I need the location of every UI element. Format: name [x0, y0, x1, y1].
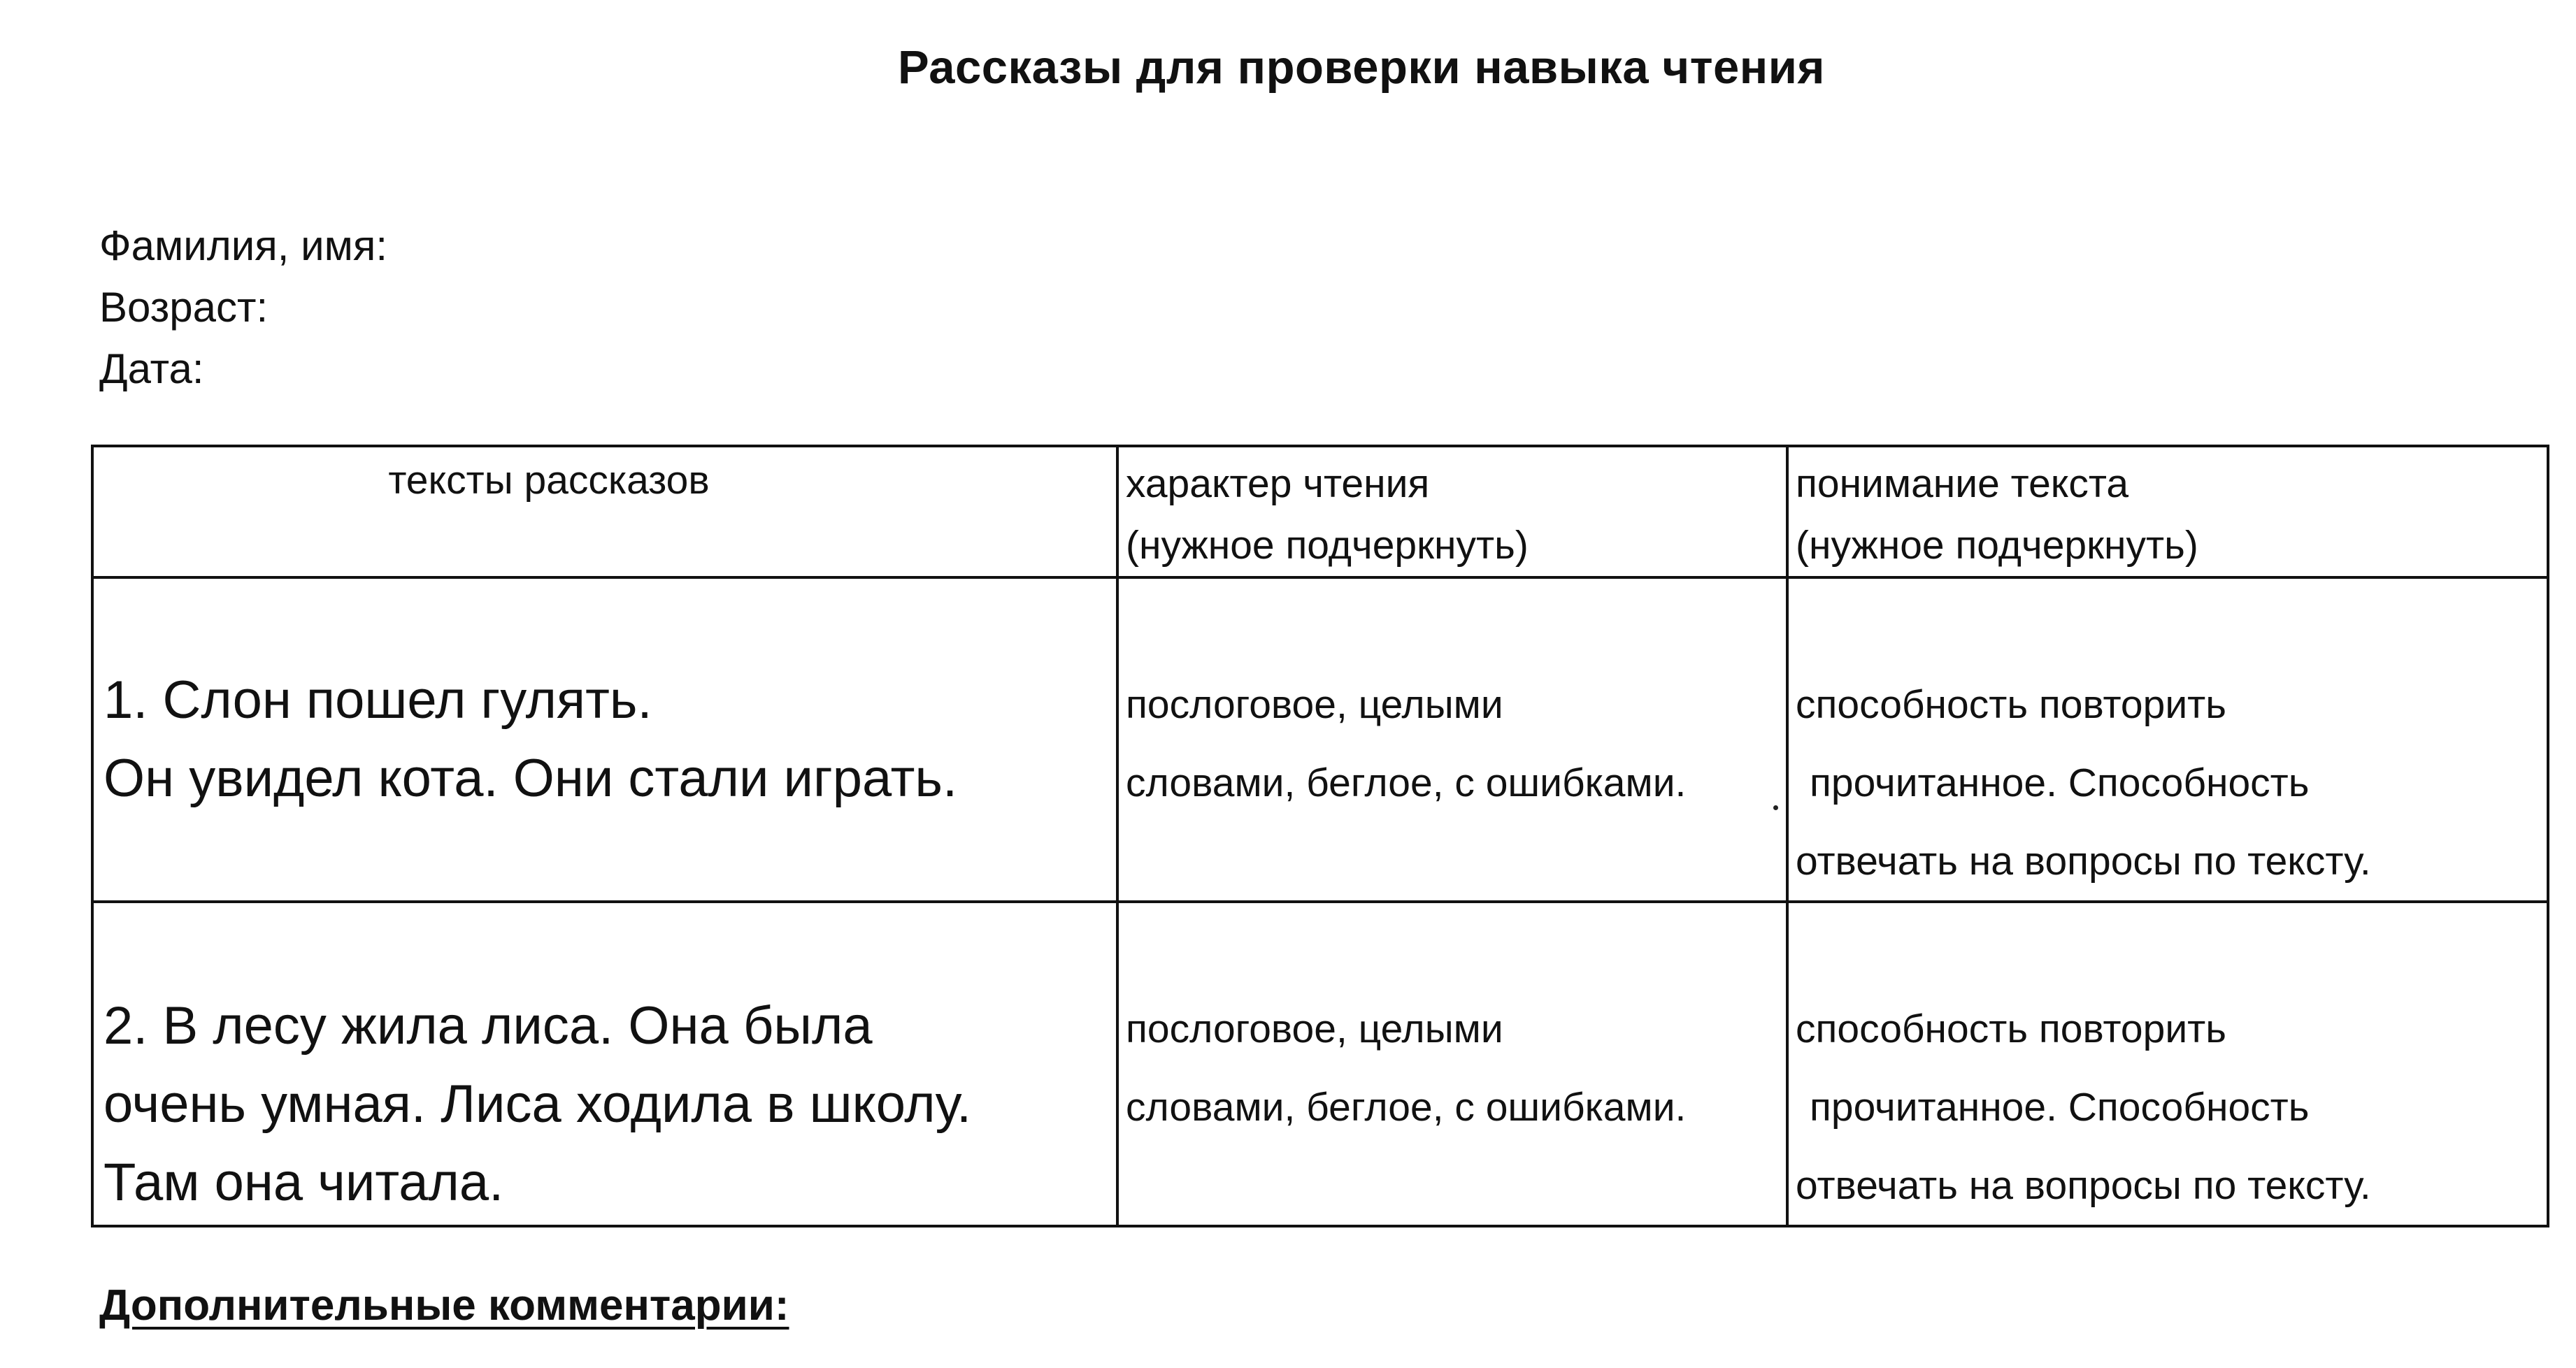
header-comprehension-title: понимание текста [1796, 461, 2129, 506]
comprehension-options-2[interactable] [1787, 902, 2548, 1226]
reading-options-2[interactable] [1117, 902, 1787, 1226]
header-reading-title: характер чтения [1126, 461, 1430, 506]
age-field-label: Возраст: [99, 284, 269, 331]
story-line: Он увидел кота. Они стали играть. [103, 749, 958, 808]
reading-option-line: послоговое, целыми [1126, 682, 1503, 727]
story-text-2 [92, 902, 1117, 1226]
story-line: Там она читала. [103, 1153, 504, 1212]
story-line: 1. Слон пошел гулять. [103, 670, 652, 730]
reading-option-line: словами, беглое, с ошибками. [1126, 761, 1687, 805]
table-header-row [92, 446, 2548, 577]
reading-option-line: словами, беглое, с ошибками. [1126, 1085, 1687, 1130]
date-field-label: Дата: [99, 345, 204, 392]
stories-table [91, 445, 2549, 1227]
table-row [92, 577, 2548, 902]
comprehension-option-line: отвечать на вопросы по тексту. [1796, 1163, 2371, 1208]
additional-comments-label: Дополнительные комментарии: [99, 1281, 789, 1330]
header-comprehension-hint: (нужное подчеркнуть) [1796, 523, 2198, 568]
header-reading-character [1117, 446, 1787, 577]
header-comprehension [1787, 446, 2548, 577]
story-text-1 [92, 577, 1117, 902]
name-field-label: Фамилия, имя: [99, 222, 388, 269]
story-line: очень умная. Лиса ходила в школу. [103, 1074, 972, 1134]
story-line: 2. В лесу жила лиса. Она была [103, 996, 873, 1056]
comprehension-option-line: прочитанное. Способность [1810, 1085, 2310, 1130]
comprehension-option-line: способность повторить [1796, 1007, 2226, 1051]
comprehension-options-1[interactable] [1787, 577, 2548, 902]
table-row [92, 902, 2548, 1226]
reading-options-1[interactable] [1117, 577, 1787, 902]
header-reading-hint: (нужное подчеркнуть) [1126, 523, 1529, 568]
scan-speck [1773, 805, 1778, 810]
student-info-fields [99, 215, 387, 400]
comprehension-option-line: отвечать на вопросы по тексту. [1796, 839, 2371, 884]
comprehension-option-line: прочитанное. Способность [1810, 761, 2310, 805]
header-story-texts: тексты рассказов [92, 446, 1117, 577]
reading-option-line: послоговое, целыми [1126, 1007, 1503, 1051]
comprehension-option-line: способность повторить [1796, 682, 2226, 727]
page-title: Рассказы для проверки навыка чтения [897, 41, 1826, 94]
